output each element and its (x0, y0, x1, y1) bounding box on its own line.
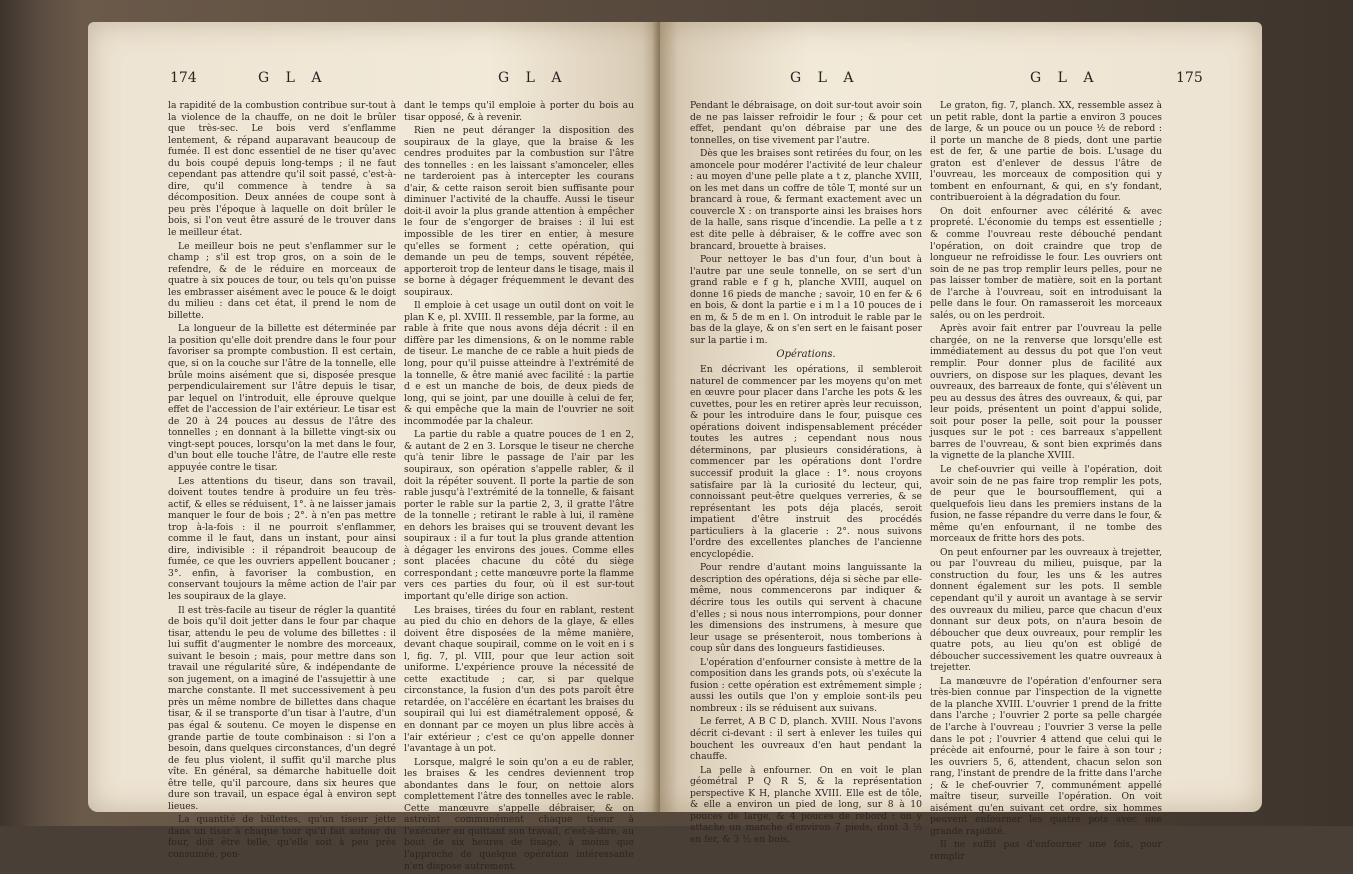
running-head-right-col2: G L A (1030, 70, 1100, 86)
page-number-right: 175 (1176, 70, 1203, 86)
section-title: Opérations. (776, 349, 836, 361)
paragraph: Le ferret, A B C D, planch. XVIII. Nous l'avons décrit ci-devant : il sert à enlever les tuiles qui bouchent les ouvreaux d'en haut pendant la chauffe. (690, 716, 922, 763)
paragraph: On doit enfourner avec célérité & avec propreté. L'économie du temps est essentielle ; & comme l'ouvreau reste débouché pendant l'opération, on doit craindre que trop de longueur ne refroidisse le four. Les ouvriers ont soin de ne pas trop remplir leurs pelles, pour ne pas laisser tomber de matière, soit en la portant de l'arche à l'ouvreau, soit en introduisant la pelle dans le four. On ramasseroit les morceaux salés, ou on les perdroit. (930, 205, 1162, 321)
running-head-left-col1: G L A (258, 70, 328, 86)
running-head-right-col1: G L A (790, 70, 860, 86)
left-column-2 (404, 100, 634, 874)
paragraph: On peut enfourner par les ouvreaux à trejetter, ou par l'ouvreau du milieu, puisque, par la construction du four, les uns & les autres donnent également sur les pots. Il semble cependant qu'il y auroit un avantage à se servir des ouvreaux du milieu, parce que chacun d'eux donnant sur deux pots, on n'aura besoin de déboucher que deux ouvreaux, pour remplir les quatre pots, au lieu qu'on est obligé de déboucher successivement les quatre ouvreaux à trejetter. (930, 546, 1162, 674)
paragraph: La pelle à enfourner. On en voit le plan géométral P Q R S, & la représentation perspective K H, planche XVIII. Elle est de tôle, & elle a environ un pied de long, sur 8 à 10 pouces de large, & 4 pouces de rebord : on y attache un manche d'environ 7 pieds, dont 3 ½ en fer, & 3 ½ en bois. (690, 764, 922, 845)
left-page (88, 22, 660, 872)
paragraph: Il emploie à cet usage un outil dont on voit le plan K e, pl. XVIII. Il ressemble, par la forme, au rable à frite que nous avons déja décrit : il en diffère par les dimensions, & on le nomme rable de tiseur. Le manche de ce rable a huit pieds de long, pour qu'il puisse atteindre à l'extrémité de la tonnelle, & être manié avec facilité : la partie d e est un manche de bois, de deux pieds de long, qui se joint, par une douille à celui de fer, & qui empêche que la main de l'ouvrier ne soit incommodée par la chaleur. (404, 300, 634, 427)
right-page (660, 22, 1262, 862)
paragraph: Dès que les braises sont retirées du four, on les amoncele pour modérer l'activité de leur chaleur : au moyen d'une pelle plate a t z, planche XVIII, on les met dans un coffre de tôle T, monté sur un brancard à roue, & fermant exactement avec un couvercle X : on transporte ainsi les braises hors de la halle, sans risque d'incendie. La pelle a t z est dite pelle à débraiser, & le coffre avec son brancard, brouette à braises. (690, 148, 922, 252)
paragraph: La manœuvre de l'opération d'enfourner sera très-bien connue par l'inspection de la vignette de la planche XVIII. L'ouvrier 1 prend de la fritte dans l'arche ; l'ouvrier 2 porte sa pelle chargée de l'arche à l'ouvreau ; l'ouvrier 3 verse la pelle dans le pot ; l'ouvrier 4 attend que celui qui le précède ait enfourné, pour le faire à son tour ; les ouvriers 5, 6, attendent, chacun selon son rang, l'instant de prendre de la fritte dans l'arche ; & le chef-ouvrier 7, communément appellé maître tiseur, surveille l'opération. On voit aisément qu'en suivant cet ordre, six hommes peuvent enfourner les quatre pots avec une grande rapidité. (930, 675, 1162, 837)
right-column-1 (690, 100, 922, 847)
paragraph: Lorsque, malgré le soin qu'on a eu de rabler, les braises & les cendres deviennent trop abondantes dans le four, on nettoie alors complettement l'âtre des tonnelles avec le rable. Cette manœuvre s'appelle débraiser, & on astreint communément chaque tiseur à l'exécuter en quittant son travail, c'est-à-dire, au bout de six heures de tisage, à moins que l'approche de quelque opération intéressante n'en dispose autrement. (404, 756, 634, 872)
paragraph: Le graton, fig. 7, planch. XX, ressemble assez à un petit rable, dont la partie a environ 3 pouces de large, & un pouce ou un pouce ½ de rebord : il porte un manche de 8 pieds, dont une partie est de fer, & une partie de bois. L'usage du graton est d'enlever de dessus l'âtre de l'ouvreau, les morceaux de composition qui y tombent en enfournant, & qui, en s'y fondant, contribueroient à la dégradation du four. (930, 100, 1162, 204)
paragraph: L'opération d'enfourner consiste à mettre de la composition dans les grands pots, où s'exécute la fusion : cette opération est extrêmement simple ; aussi les outils que l'on y emploie sont-ils peu nombreux : ils se réduisent aux suivans. (690, 656, 922, 714)
paragraph: Les attentions du tiseur, dans son travail, doivent toutes tendre à produire un feu très-actif, & elles se réduisent, 1°. à ne laisser jamais manquer le four de bois ; 2°. à n'en pas mettre trop à-la-fois : il ne pourroit s'enflammer, comme il le faut, dans un instant, pour ainsi dire, indivisible : il répandroit beaucoup de fumée, ce que les ouvriers appellent boucaner ; 3°. enfin, à favoriser la combustion, en conservant toujours la même action de l'air par les soupiraux de la glaye. (168, 475, 396, 602)
running-head-left-col2: G L A (498, 70, 568, 86)
left-column-1 (168, 100, 396, 863)
paragraph: Rien ne peut déranger la disposition des soupiraux de la glaye, que la braise & les cendres produites par la combustion sur l'âtre des tonnelles : en les laissant s'amonceler, elles ne tarderoient pas à intercepter les courans d'air, & cette raison seroit bien suffisante pour diminuer l'activité de la chauffe. Aussi le tiseur doit-il avoir la plus grande attention à empêcher le four de s'engorger de braises : il lui est impossible de les tirer en entier, à mesure qu'elles se forment ; cette opération, qui demande un peu de temps, souvent répétée, apporteroit trop de lenteur dans le tisage, mais il se borne à dégager fréquemment le devant des soupiraux. (404, 125, 634, 298)
paragraph: la rapidité de la combustion contribue sur-tout à la violence de la chauffe, on ne doit le brûler que très-sec. Le bois verd s'enflamme lentement, & répand auparavant beaucoup de fumée. Il est donc essentiel de ne tiser qu'avec du bois coupé depuis long-temps ; il ne faut cependant pas attendre qu'il soit passé, c'est-à-dire, qu'il commence à tendre à sa décomposition. Deux années de coupe sont à peu près l'époque à laquelle on doit brûler le bois, si l'on veut être assuré de le trouver dans le meilleur état. (168, 100, 396, 239)
paragraph: La partie du rable a quatre pouces de 1 en 2, & autant de 2 en 3. Lorsque le tiseur ne cherche qu'à tenir libre le passage de l'air par les soupiraux, son opération s'appelle rabler, & il doit la répéter souvent. Il porte la partie de son rable jusqu'à l'extrémité de la tonnelle, & faisant porter le rable sur la partie 2, 3, il gratte l'âtre de la tonnelle ; retirant le rable à lui, il ramène en dehors les braises qui se trouvent devant les soupiraux : il a fur tout la plus grande attention à dégager les environs des joues. Comme elles sont placées chacune du côté du siège correspondant ; cette manœuvre porte la flamme vers ces parties du four, où il est sur-tout important qu'elle dirige son action. (404, 429, 634, 602)
paragraph: Il ne suffit pas d'enfourner une fois, pour remplir (930, 839, 1162, 862)
paragraph: Le meilleur bois ne peut s'enflammer sur le champ ; s'il est trop gros, on a soin de le refendre, & de le réduire en morceaux de quatre à six pouces de tour, ou tels qu'on puisse les embrasser aisément avec le pouce & le doigt du milieu : dans cet état, il prend le nom de billette. (168, 240, 396, 321)
paragraph: dant le temps qu'il emploie à porter du bois au tisar opposé, & à revenir. (404, 100, 634, 123)
paragraph: Les braises, tirées du four en rablant, restent au pied du chio en dehors de la glaye, & elles doivent être disposées de la même manière, devant chaque soupirail, comme on le voit en i s l, fig. 7, pl. VIII, pour que leur action soit uniforme. L'expérience prouve la nécessité de cette exactitude ; car, si par quelque circonstance, la fusion d'un des pots paroît être retardée, on l'accélère en écartant les braises du soupirail qui lui est diamétralement opposé, & en donnant par ce moyen un plus libre accès à l'air extérieur ; c'est ce qu'on appelle donner l'avantage à un pot. (404, 604, 634, 755)
paragraph: Le chef-ouvrier qui veille à l'opération, doit avoir soin de ne pas faire trop remplir les pots, de peur que le boursoufflement, qui a quelquefois lieu dans les premiers instans de la fusion, ne fasse répandre du verre dans le four, & même qu'en enfournant, il ne tombe des morceaux de fritte hors des pots. (930, 463, 1162, 545)
paragraph: La quantité de billettes, qu'un tiseur jette dans un tisar à chaque tour qu'il fait autour du four, doit être telle, qu'elle soit à peu près consumée, pen- (168, 814, 396, 860)
paragraph: En décrivant les opérations, il sembleroit naturel de commencer par les moyens qu'on met en œuvre pour placer dans l'arche les pots & les cuvettes, pour les en retirer après leur recuisson, & pour les introduire dans le four, puisque ces opérations doivent indispensablement précéder toutes les autres ; cependant nous nous déterminons, par plusieurs considérations, à commencer par les opérations dont l'ordre successif produit la glace : 1°. nous croyons satisfaire par là la curiosité du lecteur, qui, connoissant peut-être quelques verreries, & se représentant les pots déja placés, seroit impatient d'être instruit des procédés particuliers à la glacerie : 2°. nous suivons l'ordre des excellentes planches de l'ancienne encyclopédie. (690, 364, 922, 560)
right-column-2 (930, 100, 1162, 865)
paragraph: Pendant le débraisage, on doit sur-tout avoir soin de ne pas laisser refroidir le four ; & pour cet effet, pendant qu'on débraise par une des tonnelles, on tise vivement par l'autre. (690, 100, 922, 146)
paragraph: Pour rendre d'autant moins languissante la description des opérations, déja si sèche par elle-même, nous commencerons par indiquer & décrire tous les outils qui servent à chacune d'elles ; si nous nous interrompions, pour donner les dimensions des instrumens, à mesure que leur usage se présenteroit, nous tomberions à coup sûr dans des longueurs fastidieuses. (690, 562, 922, 655)
page-number-left: 174 (170, 70, 197, 86)
paragraph: Après avoir fait entrer par l'ouvreau la pelle chargée, on ne la renverse que lorsqu'elle est immédiatement au dessus du pot que l'on veut remplir. Pour donner plus de facilité aux ouvriers, on dispose sur les plaques, devant les ouvreaux, des barreaux de fonte, qui s'élèvent un peu au dessus des âtres des ouvreaux, & qui, par leur poids, présentent un point d'appui solide, soit pour poser la pelle, soit pour la pousser jusques sur le pot : ces barreaux s'appellent barres de l'ouvreau, & sont bien exprimés dans la vignette de la planche XVIII. (930, 323, 1162, 462)
paragraph: La longueur de la billette est déterminée par la position qu'elle doit prendre dans le four pour favoriser sa prompte combustion. Il est certain, que, si on la couche sur l'âtre de la tonnelle, elle brûle moins aisément que si, disposée presque perpendiculairement sur l'âtre depuis le tisar, par lequel on l'introduit, elle éprouve quelque effet de l'accession de l'air extérieur. Le tisar est de 20 à 24 pouces au dessus de l'âtre des tonnelles ; en donnant à la billette vingt-six ou vingt-sept pouces, lorsqu'on la met dans le four, d'un bout elle touche l'âtre, de l'autre elle reste appuyée contre le tisar. (168, 323, 396, 473)
paragraph: Il est très-facile au tiseur de régler la quantité de bois qu'il doit jetter dans le four par chaque tisar, attendu le peu de volume des billettes : il lui suffit d'augmenter le nombre des morceaux, suivant le besoin ; mais, pour mettre dans son travail une régularité sûre, & indépendante de son jugement, on a imaginé de l'assujettir à une marche constante. Il met successivement à peu près un même nombre de billettes dans chaque tisar, & il se transporte d'un tisar à l'autre, d'un pas égal & soutenu. Ce moyen le dispense en grande partie de toute combinaison : si l'on a besoin, dans quelques circonstances, d'un degré de feu plus violent, il suffit qu'il marche plus vîte. En général, sa démarche habituelle doit être telle, qu'il parcoure, dans six heures que dure son travail, un espace égal à environ sept lieues. (168, 604, 396, 812)
paragraph: Pour nettoyer le bas d'un four, d'un bout à l'autre par une seule tonnelle, on se sert d'un grand rable e f g h, planche XVIII, auquel on donne 16 pieds de manche ; savoir, 10 en fer & 6 en bois, & dont la partie e i m l a 10 pouces de i en m, & 5 de m en l. On introduit le rable par le bas de la glaye, & on s'en sert en le faisant poser sur la partie i m. (690, 254, 922, 346)
